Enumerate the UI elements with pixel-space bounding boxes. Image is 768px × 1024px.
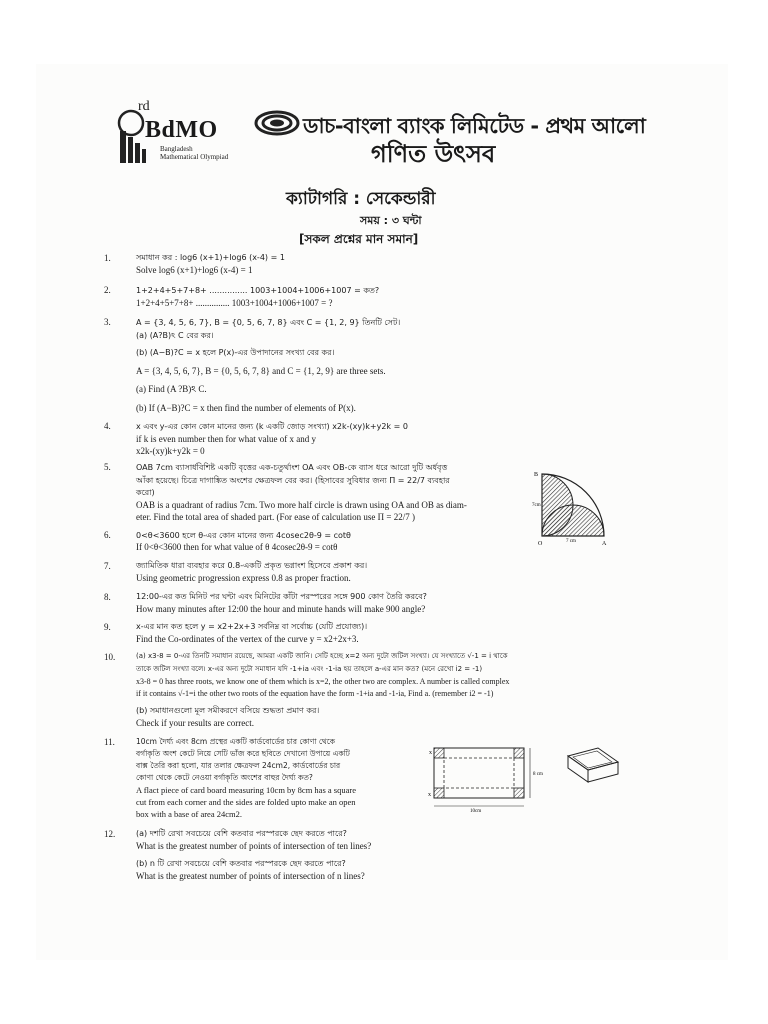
question-number: 12. [104,829,116,839]
label-bottom-radius: 7 cm [566,539,576,544]
exam-category: ক্যাটাগরি : সেকেন্ডারী [286,189,436,209]
question-line: আঁকা হয়েছে। চিত্রে দাগাঙ্কিত অংশের ক্ষেত্রফল বের কর। (হিসাবের সুবিধার জন্য Π = 22/7 ব্যবহার [136,476,450,485]
question-line: x এবং y-এর কোন কোন মানের জন্য (k একটি জোড় সংখ্যা) x2k-(xy)k+y2k = 0 [136,422,408,431]
question-line: eter. Find the total area of shaded part. (For ease of calculation use Π = 22/7 ) [136,512,415,522]
question-number: 5. [104,462,111,472]
question-number: 9. [104,622,111,632]
open-box-drawing [568,748,618,782]
question-line: 1+2+4+5+7+8+ ............... 1003+1004+1006+1007 = কত? [136,286,380,295]
corner-cut [514,788,524,798]
question-line: Solve log6 (x+1)+log6 (x-4) = 1 [136,265,253,275]
label-width: 10cm [470,809,482,814]
question-line: (a) (A?B)ঽ C বের কর। [136,331,214,340]
question-number: 11. [104,737,115,747]
question-line: তাকে জটিল সংখ্যা বলে। x-এর অন্য দুটো সমাধান যদি -1+ia এবং -1-ia হয় তাহলে a-এর মান কত? (মনে রেখো i2 = -1) [136,665,483,673]
label-b: B [534,472,539,478]
question-line: বাক্স তৈরি করা হলো, যার তলার ক্ষেত্রফল 24cm2, কার্ডবোর্ডের চার [136,761,341,770]
question-line: 10cm দৈর্ঘ্য এবং 8cm প্রস্থের একটি কার্ডবোর্ডের চার কোণা থেকে [136,737,336,746]
question-line: (a) Find (A ?B)ঽ C. [136,384,207,394]
question-line: করো) [136,488,155,497]
question-number: 2. [104,285,111,295]
cardboard-box-figure [420,742,620,814]
label-x-top: x [429,750,432,756]
question-line: (a) x3-8 = 0-এর তিনটি সমাধান রয়েছে, আমরা একটি জানি। সেটি হচ্ছে x=2 অন্য দুটো জটিল সংখ্যা। যে সংখ্যাতে √-1 = i থাকে [136,652,508,660]
question-line: OAB 7cm ব্যাসার্ধবিশিষ্ট একটি বৃত্তের এক-চতুর্থাংশ OA এবং OB-কে ব্যাস ধরে আরো দুটি অর্ধবৃত্ত [136,463,448,472]
question-line: (b) সমাধানগুলো মূল সমীকরণে বসিয়ে শুদ্ধতা প্রমাণ কর। [136,706,320,715]
question-line: 1+2+4+5+7+8+ ............... 1003+1004+1006+1007 = ? [136,298,333,308]
question-number: 1. [104,253,111,263]
question-line: box with a base of area 24cm2. [136,809,242,819]
corner-cut [434,788,444,798]
bdmo-superscript: rd [138,99,150,114]
label-x-bottom: x [428,792,431,798]
question-line: if k is even number then for what value of x and y [136,434,316,444]
bdmo-name: BdMO [145,117,218,143]
question-number: 10. [104,652,116,662]
marks-note: [সকল প্রশ্নের মান সমান] [299,232,419,246]
question-number: 4. [104,421,111,431]
question-line: Using geometric progression express 0.8 as proper fraction. [136,573,351,583]
corner-cut [434,748,444,758]
question-line: If 0<θ<3600 then for what value of θ 4cosec2θ-9 = cotθ [136,542,338,552]
sponsor-title: ডাচ-বাংলা ব্যাংক লিমিটেড - প্রথম আলো [303,114,646,138]
question-number: 6. [104,530,111,540]
question-line: (b) n টি রেখা সবচেয়ে বেশি কতবার পরস্পরকে ছেদ করতে পারে? [136,859,346,868]
question-line: জ্যামিতিক ধারা ব্যবহার করে 0.8-একটি প্রকৃত ভগ্নাংশ হিসেবে প্রকাশ কর। [136,561,368,570]
quadrant-figure [530,468,610,548]
question-line: if it contains √-1=i the other two roots of the equation have the form -1+ia and -1-ia, Find a. (remember i2 = -1) [136,689,494,698]
label-a: A [602,541,607,547]
question-line: Check if your results are correct. [136,718,254,728]
question-line: A flact piece of card board measuring 10cm by 8cm has a square [136,785,356,795]
fold-lines [444,758,514,788]
question-line: What is the greatest number of points of intersection of n lines? [136,871,365,881]
question-line: cut from each corner and the sides are folded upto make an open [136,797,356,807]
question-line: Find the Co-ordinates of the vertex of the curve y = x2+2x+3. [136,634,359,644]
question-line: x3-8 = 0 has three roots, we know one of them which is x=2, the other two are complex. A number is called complex [136,677,510,686]
question-line: A = {3, 4, 5, 6, 7}, B = {0, 5, 6, 7, 8} এবং C = {1, 2, 9} তিনটি সেট। [136,318,401,327]
question-number: 3. [104,317,111,327]
question-number: 8. [104,592,111,602]
label-height: 8 cm [533,772,543,777]
question-line: x-এর মান কত হলে y = x2+2x+3 সর্বনিম্ন বা সর্বোচ্চ (যেটি প্রযোজ্য)। [136,622,368,631]
exam-duration: সময় : ৩ ঘন্টা [360,214,422,227]
question-line: 12:00-এর কত মিনিট পর ঘন্টা এবং মিনিটের কাঁটা পরস্পরের সঙ্গে 900 কোণ তৈরি করবে? [136,592,427,601]
question-line: (b) If (A−B)?C = x then find the number of elements of P(x). [136,403,356,413]
bdmo-tagline-line-2: Mathematical Olympiad [160,153,229,161]
bdmo-tagline-line-1: Bangladesh [160,145,193,153]
festival-title: গণিত উৎসব [371,140,496,168]
cardboard-sheet [434,748,524,798]
question-line: সমাধান কর : log6 (x+1)+log6 (x-4) = 1 [136,253,285,262]
bank-logo-icon [254,110,300,136]
question-line: (a) দশটি রেখা সবচেয়ে বেশি কতবার পরস্পরকে ছেদ করতে পারে? [136,829,347,838]
question-line: How many minutes after 12:00 the hour and minute hands will make 900 angle? [136,604,426,614]
label-o: O [538,541,543,547]
question-line: কোণা থেকে কেটে নেওয়া বর্গাকৃতি অংশের বাহুর দৈর্ঘ্য কত? [136,773,313,782]
bdmo-tagline [160,145,228,161]
question-line: A = {3, 4, 5, 6, 7}, B = {0, 5, 6, 7, 8} and C = {1, 2, 9} are three sets. [136,366,386,376]
question-line: 0<θ<3600 হলে θ-এর কোন মানের জন্য 4cosec2θ-9 = cotθ [136,531,351,540]
question-line: What is the greatest number of points of intersection of ten lines? [136,841,372,851]
question-line: (b) (A−B)?C = x হলে P(x)-এর উপাদানের সংখ্যা বের কর। [136,348,335,357]
question-line: বর্গাকৃতি অংশ কেটে নিয়ে সেটি ভাঁজ করে ছবিতে দেখানো উপায়ে একটি [136,749,350,758]
question-line: OAB is a quadrant of radius 7cm. Two more half circle is drawn using OA and OB as diam- [136,500,467,510]
question-line: x2k-(xy)k+y2k = 0 [136,446,205,456]
question-number: 7. [104,561,111,571]
label-side-radius: 7cm [532,503,541,508]
corner-cut [514,748,524,758]
